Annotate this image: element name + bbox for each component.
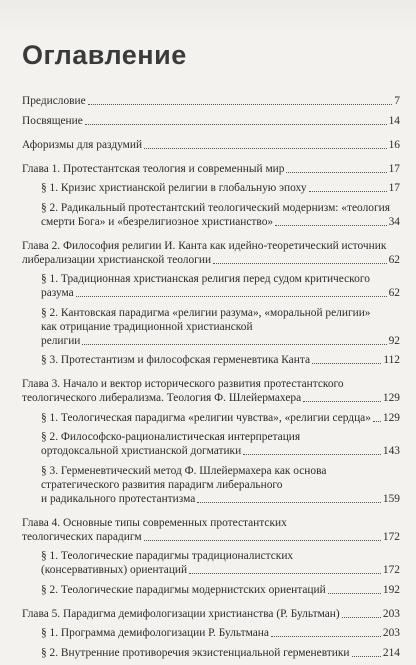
toc-section-entry[interactable]: [22, 181, 400, 195]
toc-entry-text: § 3. Протестантизм и философская герменевтика Канта: [41, 354, 311, 366]
toc-entry-text: Глава 1. Протестантская теология и современный мир: [22, 162, 285, 175]
toc-entry-text: Глава 2. Философия религии И. Канта как идейно-теоретический источник: [22, 239, 387, 252]
dot-leader: [85, 124, 387, 125]
toc-page-number: 129: [382, 392, 400, 404]
toc-section-entry[interactable]: [22, 549, 400, 577]
toc-page-number: 112: [383, 354, 400, 366]
toc-chapter-entry[interactable]: [22, 516, 400, 544]
table-of-contents: [22, 94, 400, 665]
toc-entry-text: § 3. Герменевтический метод Ф. Шлейермахера как основа: [41, 464, 327, 477]
toc-section-entry[interactable]: [22, 411, 400, 425]
dot-leader: [309, 191, 387, 192]
toc-entry-text: Посвящение: [22, 114, 83, 127]
toc-entry-text: Предисловие: [22, 95, 86, 107]
toc-section-entry[interactable]: [22, 353, 400, 367]
toc-entry-text: § 2. Кантовская парадигма «религии разума», «моральной религии»: [41, 306, 371, 319]
toc-entry-text: § 1. Теологическая парадигма «религии чувства», «религии сердца»: [41, 411, 371, 424]
toc-section-entry[interactable]: [22, 306, 400, 348]
toc-entry-text: § 1. Кризис христианской религии в глобальную эпоху: [41, 182, 307, 194]
toc-chapter-entry[interactable]: [22, 162, 400, 176]
toc-page-number: 62: [388, 253, 400, 266]
toc-entry-text: § 1. Традиционная христианская религия перед судом критического: [41, 273, 370, 285]
toc-chapter-entry[interactable]: [22, 138, 400, 152]
toc-page-number: 192: [382, 583, 400, 596]
toc-entry-text: теологического либерализма. Теология Ф. Шлейермахера: [22, 392, 302, 404]
toc-section-entry[interactable]: [22, 272, 400, 300]
dot-leader: [286, 172, 386, 173]
dot-leader: [189, 573, 381, 574]
toc-entry-text: Глава 3. Начало и вектор исторического развития протестантского: [22, 378, 344, 390]
toc-entry-text: § 2. Внутренние противоречия экзистенциальной герменевтики: [41, 646, 350, 659]
toc-entry-text: Глава 4. Основные типы современных протестантских: [22, 516, 287, 529]
dot-leader: [88, 104, 393, 105]
toc-page-number: 214: [382, 646, 400, 659]
dot-leader: [303, 401, 381, 402]
dot-leader: [243, 454, 381, 455]
toc-chapter-entry[interactable]: [22, 114, 400, 128]
toc-chapter-entry[interactable]: [22, 607, 400, 621]
toc-chapter-entry[interactable]: [22, 239, 400, 267]
toc-entry-text: смерти Бога» и «безрелигиозное христианство»: [41, 215, 274, 228]
dot-leader: [144, 148, 387, 149]
toc-entry-text: Афоризмы для раздумий: [22, 138, 143, 151]
dot-leader: [144, 540, 381, 541]
toc-page-number: 17: [388, 182, 400, 194]
toc-page-number: 143: [382, 445, 400, 457]
toc-page-number: 14: [388, 114, 400, 127]
toc-page-number: 92: [388, 334, 400, 347]
toc-entry-text: религии: [41, 334, 81, 347]
dot-leader: [373, 421, 381, 422]
dot-leader: [352, 656, 381, 657]
dot-leader: [82, 344, 386, 345]
toc-entry-text: Глава 5. Парадигма демифологизации христианства (Р. Бультман): [22, 607, 340, 620]
toc-entry-text: и радикального протестантизма: [41, 492, 196, 505]
toc-section-entry[interactable]: [22, 626, 400, 640]
toc-page-number: 34: [388, 215, 400, 228]
toc-chapter-entry[interactable]: [22, 377, 400, 405]
toc-entry-text: либерализации христианской теологии: [22, 253, 212, 266]
toc-entry-text: § 2. Радикальный протестантский теологический модернизм: «теология: [41, 201, 390, 214]
toc-page-number: 203: [382, 607, 400, 620]
toc-page-number: 129: [382, 411, 400, 424]
toc-page-number: 172: [382, 564, 400, 576]
dot-leader: [312, 363, 381, 364]
toc-section-entry[interactable]: [22, 646, 400, 660]
toc-entry-text: теологических парадигм: [22, 530, 142, 543]
dot-leader: [275, 225, 387, 226]
dot-leader: [342, 617, 381, 618]
toc-entry-text: как отрицание традиционной христианской: [41, 320, 253, 333]
toc-entry-text: ортодоксальной христианской догматики: [41, 445, 242, 457]
dot-leader: [76, 296, 387, 297]
toc-section-entry[interactable]: [22, 430, 400, 458]
toc-section-entry[interactable]: [22, 464, 400, 506]
toc-entry-text: (консервативных) ориентаций: [41, 564, 188, 576]
toc-page-number: 203: [382, 627, 400, 639]
toc-page-number: 62: [388, 287, 400, 299]
toc-entry-text: § 2. Философско-рационалистическая интерпретация: [41, 431, 301, 443]
toc-entry-text: разума: [41, 287, 74, 299]
page-top-shadow: [0, 0, 416, 34]
page-title: Оглавление: [22, 40, 187, 70]
toc-page-number: 17: [388, 162, 400, 175]
toc-section-entry[interactable]: [22, 201, 400, 229]
dot-leader: [271, 636, 381, 637]
toc-chapter-entry[interactable]: [22, 94, 400, 108]
dot-leader: [213, 263, 387, 264]
toc-section-entry[interactable]: [22, 583, 400, 597]
toc-entry-text: § 2. Теологические парадигмы модернистских ориентаций: [41, 583, 326, 596]
dot-leader: [197, 502, 381, 503]
toc-page-number: 7: [394, 95, 400, 107]
toc-page-number: 159: [382, 492, 400, 505]
toc-page-number: 172: [382, 530, 400, 543]
toc-entry-text: § 1. Программа демифологизации Р. Бультмана: [41, 627, 269, 639]
dot-leader: [328, 593, 381, 594]
toc-entry-text: § 1. Теологические парадигмы традиционалистских: [41, 550, 294, 562]
toc-page-number: 16: [388, 138, 400, 151]
toc-entry-text: стратегического развития парадигм либерального: [41, 478, 283, 491]
